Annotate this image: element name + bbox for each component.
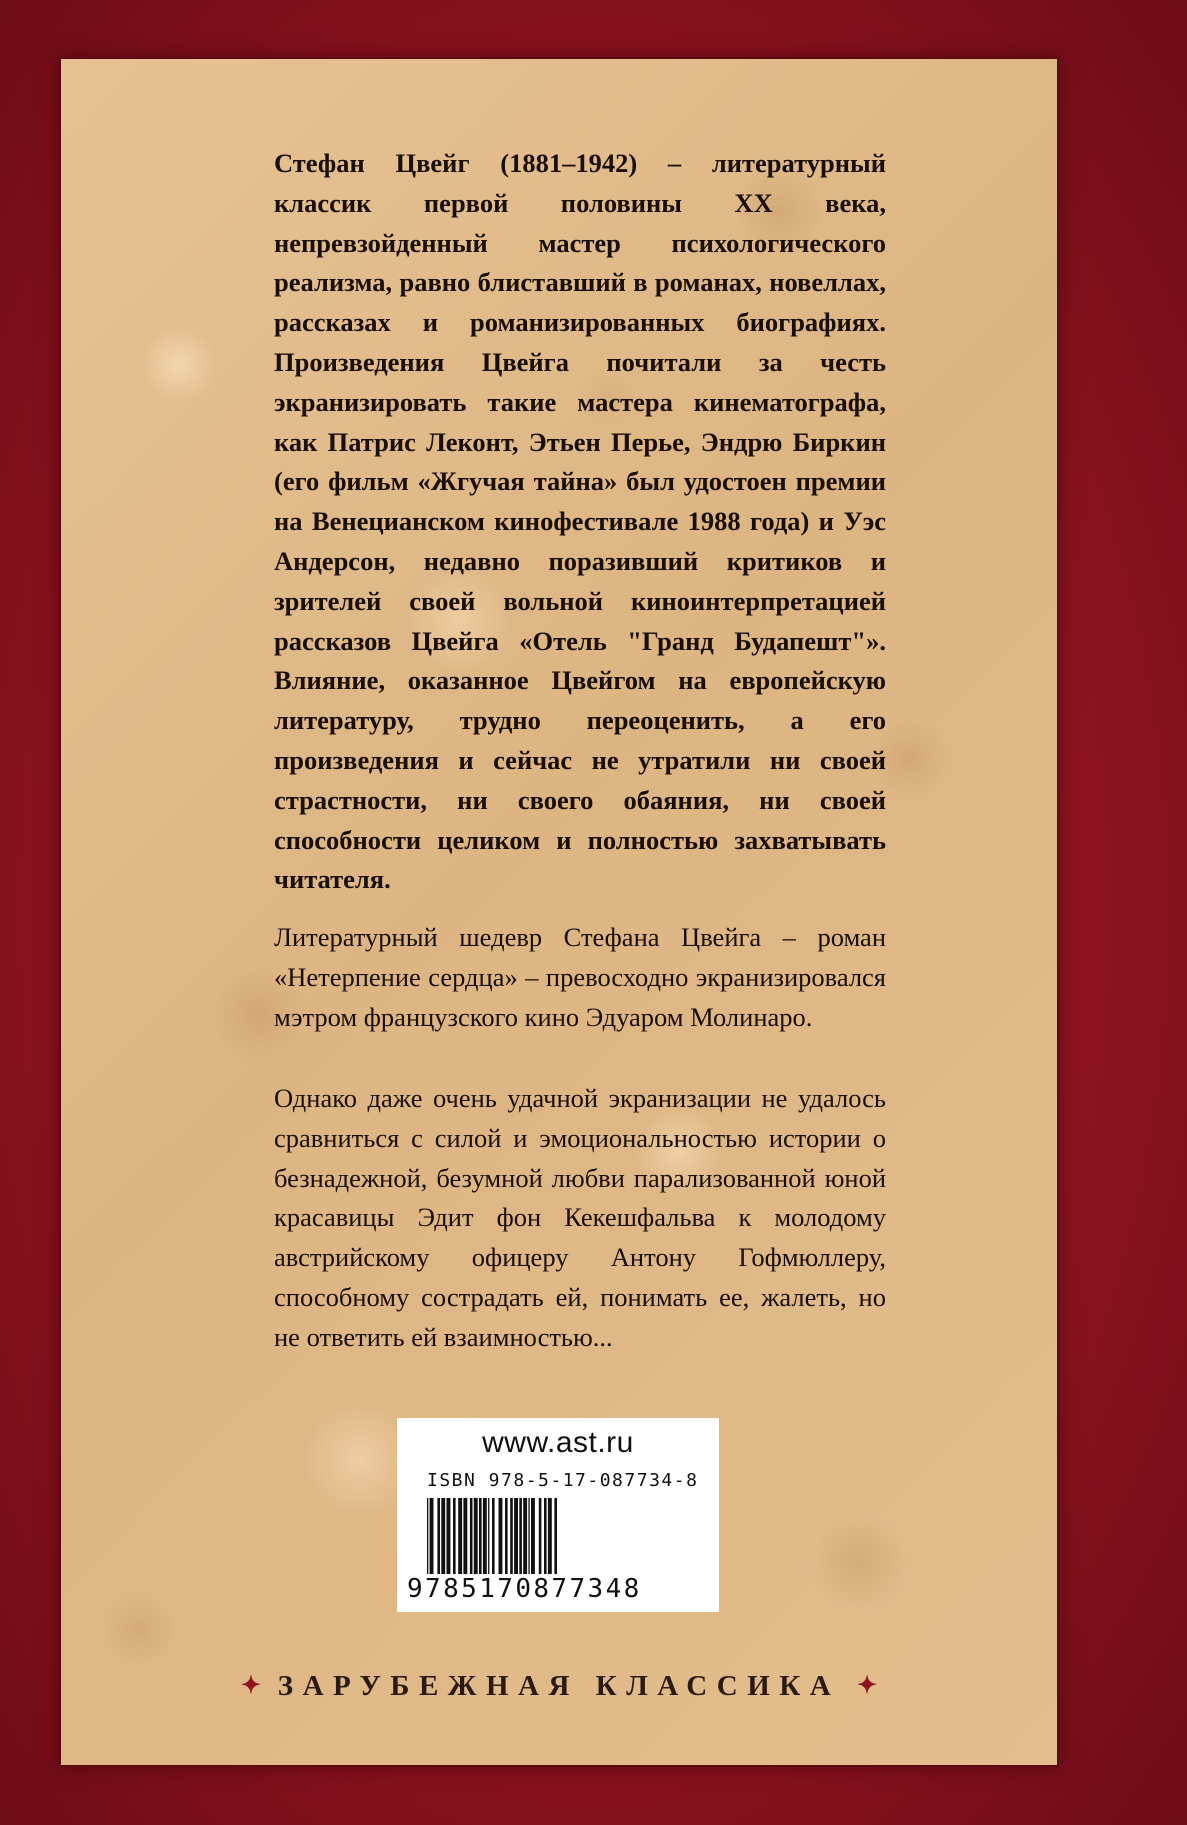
barcode-bar (488, 1498, 489, 1574)
book-blurb-text-1: Литературный шедевр Стефана Цвейга – роман «Нетерпение сердца» – превосходно экранизировался мэтром французского кино Эдуаром Молинаро. (274, 922, 886, 1032)
barcode-bar (523, 1498, 527, 1574)
barcode-bar (458, 1498, 462, 1574)
barcode-bar (474, 1498, 478, 1574)
author-blurb-text: Стефан Цвейг (1881–1942) – литературный классик первой половины XX века, непревзойденный мастер психологического реализма, равно блиставший в романах, новеллах, рассказах и романизированных биографиях. Произведения Цвейга почитали за честь экранизировать такие мастера кинематографа, как Патрис Леконт, Этьен Перье, Эндрю Биркин (его фильм «Жгучая тайна» был удостоен премии на Венецианском кинофестивале 1988 года) и Уэс Андерсон, недавно поразивший критиков и зрителей своей вольной киноинтерпретацией рассказов Цвейга «Отель "Гранд Будапешт"». Влияние, оказанное Цвейгом на европейскую литературу, трудно переоценить, а его произведения и сейчас не утратили ни своей страстности, ни своего обаяния, ни своей способности целиком и полностью захватывать читателя. (274, 148, 886, 895)
ornament-right-icon: ✦ (856, 1673, 878, 1699)
barcode-bar (441, 1498, 445, 1574)
author-blurb-paragraph (274, 144, 886, 900)
barcode-bar (531, 1498, 535, 1574)
barcode-bar (430, 1498, 434, 1574)
barcode-bar (528, 1498, 529, 1574)
publisher-website: www.ast.ru (482, 1426, 634, 1459)
barcode-bars (425, 1498, 691, 1576)
ornament-left-icon: ✦ (240, 1673, 262, 1699)
barcode-label (397, 1418, 719, 1612)
series-title-text: ЗАРУБЕЖНАЯ КЛАССИКА (277, 1670, 841, 1702)
barcode-bar (505, 1498, 508, 1574)
barcode-bar (492, 1498, 495, 1574)
barcode-bar (554, 1498, 557, 1574)
barcode-bar (483, 1498, 487, 1574)
barcode-bar (539, 1498, 542, 1574)
barcode-bar (479, 1498, 482, 1574)
barcode-bar (548, 1498, 552, 1574)
barcode-bar (519, 1498, 522, 1574)
series-title (59, 1670, 1059, 1703)
barcode-bar (514, 1498, 518, 1574)
book-blurb-paragraph-1 (274, 918, 886, 1037)
barcode-digits: 9785170877348 (407, 1574, 642, 1604)
barcode-bar (544, 1498, 547, 1574)
barcode-bar (510, 1498, 513, 1574)
book-blurb-text-2: Однако даже очень удачной экранизации не удалось сравниться с силой и эмоциональностью истории о безнадежной, безумной любви парализованной юной красавицы Эдит фон Кекешфальва к молодому австрийскому офицеру Антону Гофмюллеру, способному сострадать ей, понимать ее, жалеть, но не ответить ей взаимностью... (274, 1083, 886, 1352)
barcode-bar (437, 1498, 440, 1574)
barcode-bar (470, 1498, 473, 1574)
barcode-bar (499, 1498, 503, 1574)
isbn-text: ISBN 978-5-17-087734-8 (427, 1470, 699, 1491)
barcode-bar (427, 1498, 428, 1574)
barcode-bar (447, 1498, 451, 1574)
barcode-bar (453, 1498, 456, 1574)
barcode-bar (463, 1498, 467, 1574)
book-blurb-paragraph-2 (274, 1079, 886, 1358)
